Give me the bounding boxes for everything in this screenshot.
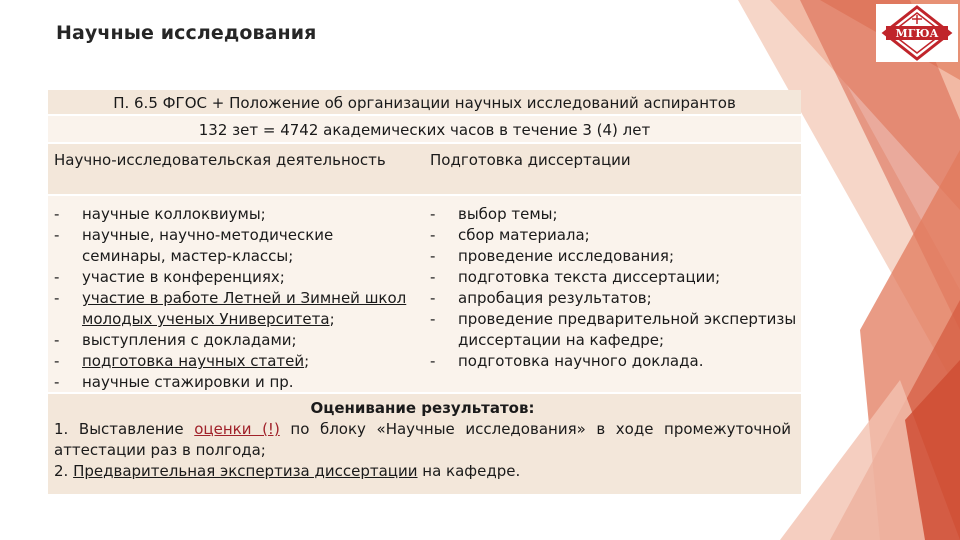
column-titles-row [48,144,801,196]
research-activity-list [54,196,420,393]
list-item [54,351,420,372]
svg-text:МГЮА: МГЮА [895,27,939,40]
lists-row [48,196,801,394]
list-item: - подготовка научного доклада. [430,351,801,372]
list-item: - участие в конференциях; [54,267,420,288]
table-header-row: П. 6.5 ФГОС + Положение об организации научных исследований аспирантов [48,90,801,116]
underlined-text: участие в работе Летней и Зимней школ молодых ученых Университета [82,289,407,328]
list-item: - апробация результатов; [430,288,801,309]
evaluation-row [48,394,801,494]
list-item: - научные стажировки и пр. [54,372,420,393]
text: на кафедре. [417,462,521,480]
list-item: - проведение исследования; [430,246,801,267]
text: 1. Выставление [54,420,195,438]
suffix: ; [329,310,335,328]
table-subheader-row: 132 зет = 4742 академических часов в течение 3 (4) лет [48,116,801,144]
research-activity-list-cell [48,196,420,392]
right-column-title: Подготовка диссертации [430,151,631,169]
list-item [54,288,420,330]
list-item: - выступления с докладами; [54,330,420,351]
list-item: - выбор темы; [430,204,801,225]
dissertation-list-cell [420,196,801,392]
evaluation-line-2 [54,461,791,482]
suffix: ; [304,352,310,370]
evaluation-title: Оценивание результатов: [310,399,535,417]
text: 2. [54,462,74,480]
expertise-link[interactable]: Предварительная экспертиза диссертации [73,462,418,480]
slide-title: Научные исследования [56,22,317,44]
list-item: - научные коллоквиумы; [54,204,420,225]
list-item: - проведение предварительной экспертизы диссертации на кафедре; [430,309,801,351]
content-table [48,90,801,494]
university-logo [876,4,958,62]
list-item: - подготовка текста диссертации; [430,267,801,288]
grade-link[interactable]: оценки (!) [194,420,280,438]
left-column-title: Научно-исследовательская деятельность [54,151,386,169]
list-item: - сбор материала; [430,225,801,246]
text: по блоку «Научные исследования» в ходе промежуточной аттестации раз в полгода; [54,420,791,459]
evaluation-line-1 [54,419,791,461]
underlined-text: подготовка научных статей [82,352,305,370]
list-item: - научные, научно-методические семинары, мастер-классы; [54,225,420,267]
dissertation-list [430,196,801,372]
